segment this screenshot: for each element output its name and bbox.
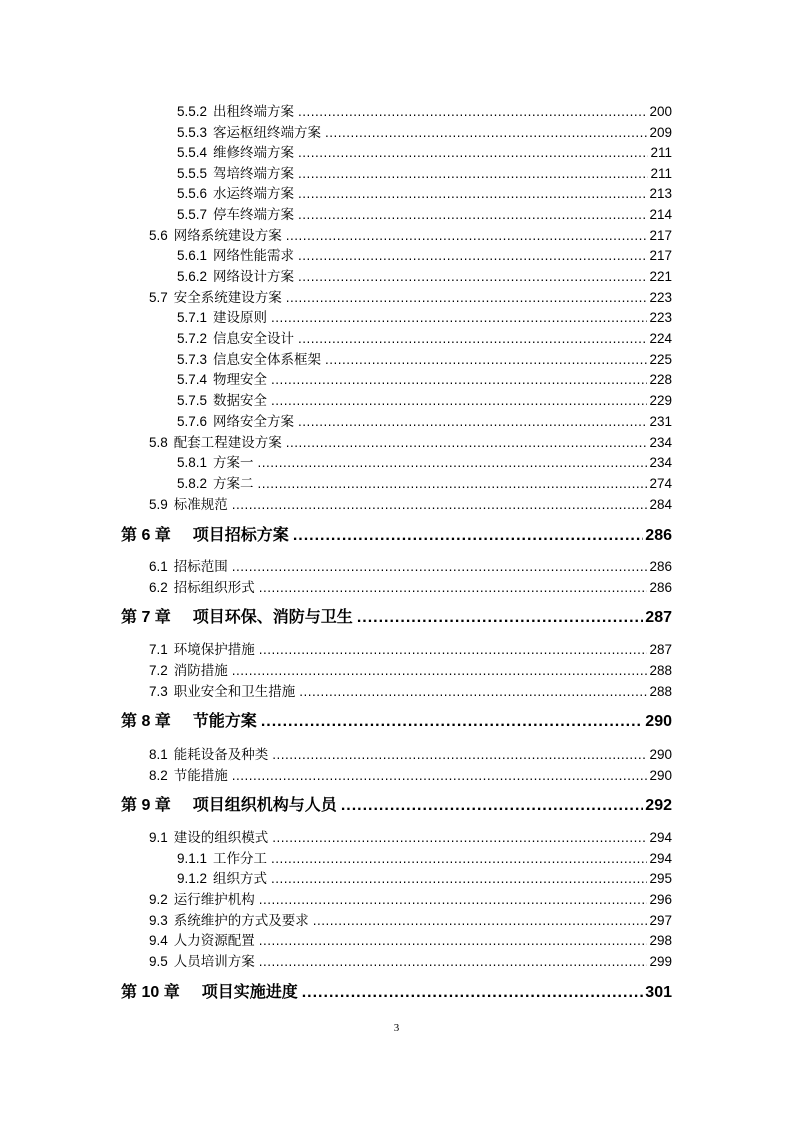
toc-entry-number: 9.1 — [149, 830, 168, 845]
toc-entry-number: 9.1.2 — [177, 871, 208, 886]
toc-entry-page: 286 — [649, 559, 672, 574]
toc-entry-number: 第 10 章 — [121, 984, 180, 1001]
toc-entry-page: 288 — [649, 684, 672, 699]
toc-entry[interactable] — [149, 743, 672, 763]
toc-entry-title: 招标范围 — [173, 559, 228, 574]
toc-entry-title: 维修终端方案 — [213, 145, 295, 160]
toc-entry-title: 标准规范 — [173, 497, 228, 512]
dot-leader — [286, 435, 648, 450]
dot-leader — [298, 104, 647, 119]
toc-entry[interactable] — [149, 286, 672, 306]
toc-entry[interactable] — [177, 847, 672, 867]
toc-entry-number: 5.5.4 — [177, 145, 208, 160]
page-number: 3 — [393, 1022, 400, 1034]
toc-entry[interactable] — [177, 327, 672, 347]
toc-entry-number: 7.3 — [149, 684, 168, 699]
toc-entry-title: 节能方案 — [192, 713, 257, 730]
toc-entry-number: 9.5 — [149, 954, 168, 969]
toc-entry-title: 项目组织机构与人员 — [192, 797, 337, 814]
toc-entry[interactable] — [177, 348, 672, 368]
toc-entry-number: 5.5.3 — [177, 125, 208, 140]
dot-leader — [298, 269, 647, 284]
toc-entry-number: 5.6 — [149, 228, 168, 243]
dot-leader — [293, 527, 643, 545]
dot-leader — [259, 933, 648, 948]
dot-leader — [299, 684, 647, 699]
dot-leader — [298, 145, 648, 160]
dot-leader — [259, 580, 648, 595]
toc-entry-title: 建设原则 — [213, 310, 268, 325]
toc-entry-title: 项目环保、消防与卫生 — [192, 609, 353, 626]
toc-entry-title: 建设的组织模式 — [173, 830, 269, 845]
dot-leader — [259, 954, 648, 969]
toc-entry-page: 287 — [645, 609, 672, 626]
dot-leader — [341, 797, 643, 815]
toc-entry-page: 290 — [649, 747, 672, 762]
toc-entry-page: 214 — [649, 207, 672, 222]
toc-entry[interactable] — [177, 265, 672, 285]
toc-chapter-entry[interactable] — [121, 522, 672, 546]
toc-entry-number: 5.5.2 — [177, 104, 208, 119]
toc-entry-page: 301 — [645, 984, 672, 1001]
dot-leader — [271, 871, 647, 886]
toc-entry-number: 8.2 — [149, 768, 168, 783]
toc-entry-page: 234 — [649, 455, 672, 470]
toc-entry-page: 297 — [649, 913, 672, 928]
toc-entry-title: 项目实施进度 — [201, 984, 298, 1001]
toc-entry-title: 安全系统建设方案 — [173, 290, 282, 305]
toc-entry-page: 225 — [649, 352, 672, 367]
toc-entry-page: 211 — [650, 166, 672, 181]
toc-entry-number: 5.7.5 — [177, 393, 208, 408]
toc-entry-page: 298 — [649, 933, 672, 948]
dot-leader — [271, 310, 647, 325]
toc-entry-number: 9.1.1 — [177, 851, 208, 866]
toc-entry[interactable] — [177, 100, 672, 120]
toc-entry[interactable] — [177, 867, 672, 887]
toc-entry[interactable] — [177, 182, 672, 202]
dot-leader — [325, 125, 647, 140]
toc-entry[interactable] — [149, 493, 672, 513]
toc-entry-title: 物理安全 — [213, 372, 268, 387]
toc-entry-page: 284 — [649, 497, 672, 512]
dot-leader — [271, 393, 647, 408]
toc-entry[interactable] — [149, 909, 672, 929]
toc-entry-page: 274 — [649, 476, 672, 491]
toc-entry[interactable] — [149, 680, 672, 700]
toc-entry-page: 217 — [649, 248, 672, 263]
toc-entry[interactable] — [177, 121, 672, 141]
toc-entry[interactable] — [177, 451, 672, 471]
toc-entry[interactable] — [149, 431, 672, 451]
toc-entry-number: 9.3 — [149, 913, 168, 928]
toc-entry-title: 网络安全方案 — [213, 414, 295, 429]
toc-entry[interactable] — [149, 224, 672, 244]
toc-entry-number: 5.7.6 — [177, 414, 208, 429]
toc-entry-title: 运行维护机构 — [173, 892, 255, 907]
toc-entry-number: 6.1 — [149, 559, 168, 574]
toc-entry-title: 水运终端方案 — [213, 186, 295, 201]
toc-entry-number: 5.7.2 — [177, 331, 208, 346]
toc-entry-page: 209 — [649, 125, 672, 140]
toc-entry[interactable] — [149, 764, 672, 784]
toc-entry-number: 7.1 — [149, 642, 168, 657]
toc-entry-page: 217 — [649, 228, 672, 243]
toc-entry-page: 286 — [645, 527, 672, 544]
toc-entry-title: 工作分工 — [213, 851, 268, 866]
toc-entry-title: 环境保护措施 — [173, 642, 255, 657]
toc-entry[interactable] — [177, 162, 672, 182]
toc-entry-title: 停车终端方案 — [213, 207, 295, 222]
toc-entry-number: 5.8.2 — [177, 476, 208, 491]
toc-entry[interactable] — [149, 950, 672, 970]
toc-entry[interactable] — [177, 472, 672, 492]
toc-entry-number: 5.7.1 — [177, 310, 208, 325]
toc-entry-title: 方案一 — [213, 455, 254, 470]
toc-entry-number: 第 8 章 — [121, 713, 171, 730]
dot-leader — [258, 455, 648, 470]
toc-chapter-entry[interactable] — [121, 979, 672, 1003]
toc-entry-page: 294 — [649, 830, 672, 845]
toc-entry-title: 客运枢纽终端方案 — [213, 125, 322, 140]
toc-chapter-entry[interactable] — [121, 708, 672, 732]
toc-entry-title: 驾培终端方案 — [213, 166, 295, 181]
toc-entry-page: 234 — [649, 435, 672, 450]
toc-entry-title: 信息安全设计 — [213, 331, 295, 346]
toc-entry-page: 200 — [649, 104, 672, 119]
toc-entry-title: 人力资源配置 — [173, 933, 255, 948]
toc-entry-page: 213 — [649, 186, 672, 201]
toc-entry-page: 287 — [649, 642, 672, 657]
toc-entry-title: 能耗设备及种类 — [173, 747, 269, 762]
toc-entry-title: 职业安全和卫生措施 — [173, 684, 296, 699]
dot-leader — [357, 609, 643, 627]
toc-entry-title: 信息安全体系框架 — [213, 352, 322, 367]
toc-entry[interactable] — [149, 576, 672, 596]
toc-entry[interactable] — [177, 410, 672, 430]
toc-entry-page: 295 — [649, 871, 672, 886]
toc-entry-number: 5.5.6 — [177, 186, 208, 201]
toc-entry-number: 8.1 — [149, 747, 168, 762]
dot-leader — [298, 414, 647, 429]
toc-entry-number: 5.8 — [149, 435, 168, 450]
toc-entry[interactable] — [149, 638, 672, 658]
toc-entry-title: 方案二 — [213, 476, 254, 491]
toc-entry-page: 223 — [649, 310, 672, 325]
toc-entry-title: 消防措施 — [173, 663, 228, 678]
dot-leader — [286, 228, 648, 243]
toc-entry-number: 5.5.7 — [177, 207, 208, 222]
toc-chapter-entry[interactable] — [121, 792, 672, 816]
toc-entry-number: 第 7 章 — [121, 609, 171, 626]
toc-entry-page: 294 — [649, 851, 672, 866]
toc-entry-number: 第 9 章 — [121, 797, 171, 814]
toc-entry-number: 5.6.1 — [177, 248, 208, 263]
dot-leader — [232, 497, 648, 512]
dot-leader — [271, 372, 647, 387]
toc-entry-title: 招标组织形式 — [173, 580, 255, 595]
toc-entry-page: 286 — [649, 580, 672, 595]
dot-leader — [232, 559, 648, 574]
toc-chapter-entry[interactable] — [121, 604, 672, 628]
toc-entry[interactable] — [149, 888, 672, 908]
toc-entry-title: 组织方式 — [213, 871, 268, 886]
toc-entry-page: 223 — [649, 290, 672, 305]
toc-entry-number: 5.7.4 — [177, 372, 208, 387]
toc-entry-page: 299 — [649, 954, 672, 969]
toc-entry-title: 人员培训方案 — [173, 954, 255, 969]
toc-entry-page: 211 — [650, 145, 672, 160]
toc-entry-page: 229 — [649, 393, 672, 408]
toc-entry-title: 网络系统建设方案 — [173, 228, 282, 243]
toc-entry-title: 出租终端方案 — [213, 104, 295, 119]
dot-leader — [298, 248, 647, 263]
dot-leader — [298, 166, 648, 181]
toc-entry[interactable] — [149, 659, 672, 679]
toc-entry[interactable] — [177, 141, 672, 161]
toc-entry[interactable] — [177, 203, 672, 223]
dot-leader — [258, 476, 648, 491]
dot-leader — [259, 642, 648, 657]
toc-entry-title: 项目招标方案 — [192, 527, 289, 544]
dot-leader — [298, 207, 647, 222]
toc-entry-number: 6.2 — [149, 580, 168, 595]
dot-leader — [286, 290, 648, 305]
dot-leader — [272, 747, 647, 762]
toc-entry-page: 288 — [649, 663, 672, 678]
toc-entry[interactable] — [149, 929, 672, 949]
dot-leader — [259, 892, 648, 907]
dot-leader — [325, 352, 647, 367]
toc-entry-number: 5.9 — [149, 497, 168, 512]
toc-entry-title: 网络性能需求 — [213, 248, 295, 263]
toc-entry-page: 290 — [645, 713, 672, 730]
toc-entry-title: 节能措施 — [173, 768, 228, 783]
toc-entry[interactable] — [149, 555, 672, 575]
dot-leader — [298, 331, 647, 346]
dot-leader — [272, 830, 647, 845]
toc-entry-number: 5.6.2 — [177, 269, 208, 284]
toc-entry-page: 296 — [649, 892, 672, 907]
dot-leader — [313, 913, 648, 928]
toc-entry-number: 9.4 — [149, 933, 168, 948]
dot-leader — [271, 851, 647, 866]
toc-entry-title: 配套工程建设方案 — [173, 435, 282, 450]
toc-entry-page: 292 — [645, 797, 672, 814]
toc-entry-page: 228 — [649, 372, 672, 387]
toc-entry-page: 224 — [649, 331, 672, 346]
toc-entry[interactable] — [149, 826, 672, 846]
toc-entry[interactable] — [177, 389, 672, 409]
dot-leader — [261, 713, 643, 731]
toc-entry[interactable] — [177, 306, 672, 326]
toc-entry-number: 5.8.1 — [177, 455, 208, 470]
toc-entry[interactable] — [177, 368, 672, 388]
toc-entry-page: 221 — [649, 269, 672, 284]
toc-entry-number: 5.5.5 — [177, 166, 208, 181]
toc-entry-number: 9.2 — [149, 892, 168, 907]
dot-leader — [232, 663, 648, 678]
toc-entry-number: 5.7.3 — [177, 352, 208, 367]
toc-entry-title: 数据安全 — [213, 393, 268, 408]
toc-entry-number: 第 6 章 — [121, 527, 171, 544]
toc-entry-number: 7.2 — [149, 663, 168, 678]
toc-entry-number: 5.7 — [149, 290, 168, 305]
dot-leader — [302, 984, 644, 1002]
dot-leader — [232, 768, 648, 783]
toc-entry-page: 231 — [649, 414, 672, 429]
toc-entry-title: 系统维护的方式及要求 — [173, 913, 309, 928]
dot-leader — [298, 186, 647, 201]
toc-entry-title: 网络设计方案 — [213, 269, 295, 284]
toc-entry-page: 290 — [649, 768, 672, 783]
toc-entry[interactable] — [177, 244, 672, 264]
